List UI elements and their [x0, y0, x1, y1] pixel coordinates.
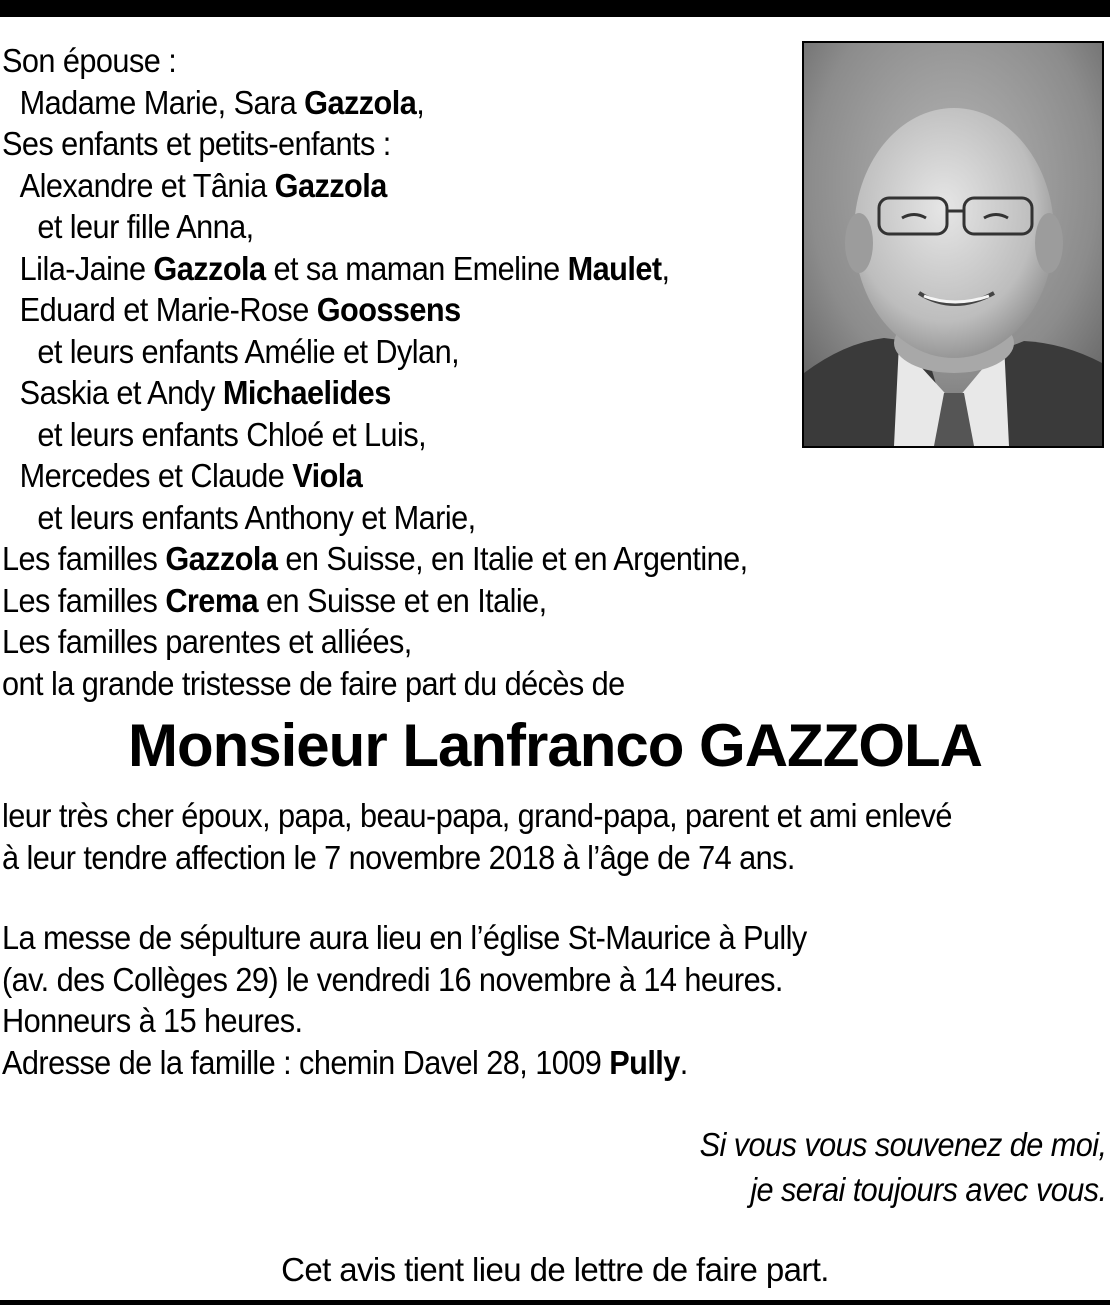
- family-line: Son épouse :: [2, 42, 177, 79]
- surname: Crema: [165, 581, 259, 619]
- family-line: Alexandre et Tânia Gazzola: [19, 166, 387, 204]
- family-line: Mercedes et Claude Viola: [19, 457, 363, 494]
- family-line: Les familles Crema en Suisse et en Italie,: [2, 581, 547, 619]
- footer-note: Cet avis tient lieu de lettre de faire part.: [281, 1251, 829, 1288]
- surname: Gazzola: [274, 166, 387, 204]
- portrait-photo: [802, 41, 1104, 448]
- surname: Michaelides: [222, 374, 391, 411]
- family-line: Les familles Gazzola en Suisse, en Italie et en Argentine,: [2, 540, 748, 577]
- family-line: Lila-Jaine Gazzola et sa maman Emeline Maulet,: [19, 249, 670, 287]
- text-line: leur très cher époux, papa, beau-papa, grand-papa, parent et ami enlevé: [2, 797, 952, 834]
- quote-line: je serai toujours avec vous.: [750, 1171, 1107, 1208]
- text-line: Adresse de la famille : chemin Davel 28, 1009 Pully.: [2, 1043, 688, 1081]
- surname: Gazzola: [165, 540, 278, 577]
- family-line: et leurs enfants Anthony et Marie,: [37, 498, 476, 536]
- surname: Viola: [292, 457, 363, 494]
- text-line: La messe de sépulture aura lieu en l’église St-Maurice à Pully: [2, 919, 807, 956]
- quote-line: Si vous vous souvenez de moi,: [700, 1126, 1107, 1163]
- family-line: Ses enfants et petits-enfants :: [2, 125, 391, 162]
- top-rule: [0, 0, 1110, 17]
- family-line: et leurs enfants Chloé et Luis,: [37, 415, 427, 453]
- surname: Gazzola: [153, 249, 266, 287]
- family-list: [2, 40, 820, 704]
- family-line: et leurs enfants Amélie et Dylan,: [37, 332, 460, 370]
- deceased-name: Monsieur Lanfranco GAZZOLA: [127, 712, 983, 779]
- service-paragraph: [2, 917, 1099, 1083]
- surname: Maulet: [567, 249, 662, 287]
- family-line: ont la grande tristesse de faire part du décès de: [2, 664, 625, 702]
- town-name: Pully: [609, 1043, 680, 1081]
- family-line: et leur fille Anna,: [37, 208, 254, 245]
- family-line: Eduard et Marie-Rose Goossens: [19, 291, 461, 328]
- family-line: Saskia et Andy Michaelides: [19, 374, 391, 411]
- family-line: Madame Marie, Sara Gazzola,: [19, 83, 425, 121]
- description-paragraph: [2, 795, 1099, 878]
- bottom-rule: [0, 1300, 1110, 1305]
- memorial-quote: [700, 1122, 1107, 1212]
- surname: Gazzola: [304, 83, 417, 121]
- family-line: Les familles parentes et alliées,: [2, 623, 412, 660]
- text-line: Honneurs à 15 heures.: [2, 1002, 303, 1039]
- text-line: (av. des Collèges 29) le vendredi 16 novembre à 14 heures.: [2, 960, 783, 998]
- text-line: à leur tendre affection le 7 novembre 2018 à l’âge de 74 ans.: [2, 838, 795, 876]
- surname: Goossens: [316, 291, 461, 328]
